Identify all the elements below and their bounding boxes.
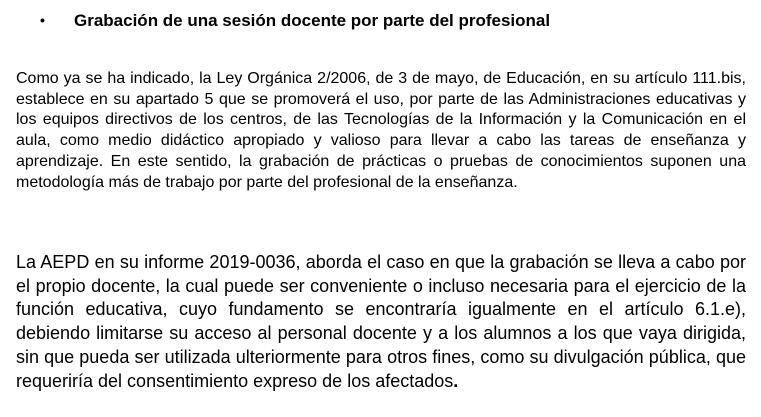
paragraph-aepd-text: La AEPD en su informe 2019-0036, aborda el caso en que la grabación se lleva a cabo por el propio docente, la cual puede ser conveniente o incluso necesaria para el ejercicio de la función educativa, cuyo fundamento se encontraría igualmente en el artículo 6.1.e), debiendo limitarse su acceso al personal docente y a los alumnos a los que vaya dirigida, sin que pueda ser utilizada ulteriormente para otros fines, como su divulgación pública, que requeriría del consentimiento expreso de los afectados [16,252,746,391]
bullet-icon: • [40,12,45,28]
section-heading [40,9,550,32]
section-title: Grabación de una sesión docente por parte del profesional [74,11,551,30]
paragraph-ley-organica: Como ya se ha indicado, la Ley Orgánica 2/2006, de 3 de mayo, de Educación, en su artículo 111.bis, establece en su apartado 5 que se promoverá el uso, por parte de las Administraciones educativas y los equipos directivos de los centros, de las Tecnologías de la Información y la Comunicación en el aula, como medio didáctico apropiado y valioso para llevar a cabo las tareas de enseñanza y aprendizaje. En este sentido, la grabación de prácticas o pruebas de conocimientos suponen una metodología más de trabajo por parte del profesional de la enseñanza. [16,70,746,191]
paragraph-informe-aepd [16,251,746,393]
final-period: . [453,370,459,391]
